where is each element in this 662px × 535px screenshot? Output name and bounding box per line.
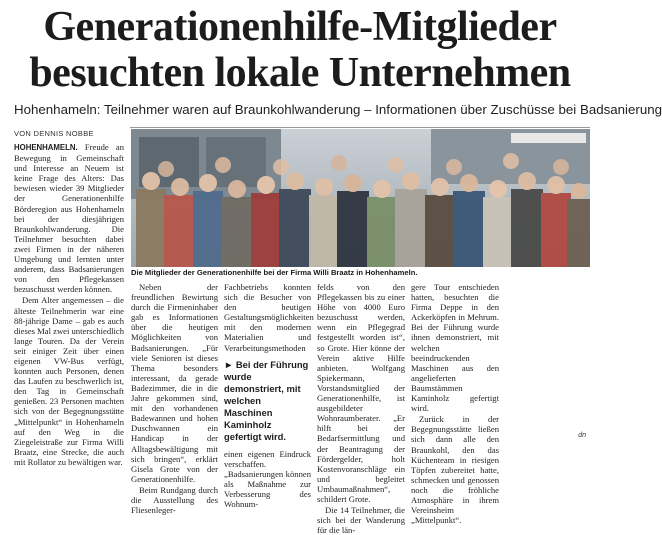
headline-line-2: besuchten lokale Unternehmen — [29, 50, 571, 96]
article-subheadline: Hohenhameln: Teilnehmer waren auf Braunkohlwanderung – Informationen über Zuschüsse bei Badsanierung — [14, 102, 662, 117]
text-column-5 — [411, 282, 499, 525]
paragraph: Beim Rundgang durch die Ausstellung des Fliesenleger- — [131, 484, 218, 516]
headline-line-1: Generationenhilfe-Mitglieder — [43, 4, 557, 50]
pull-quote-text: Bei der Führung wurde demonstriert, mit welchen Maschinen Kaminholz gefertigt wird. — [224, 358, 309, 442]
pull-quote — [224, 359, 311, 443]
paragraph: einen eigenen Eindruck verschaffen. „Badsanierungen können als Maßnahme zur Verbesserung des Wohnum- — [224, 448, 311, 510]
text-column-1 — [14, 142, 124, 467]
photo-caption: Die Mitglieder der Generationenhilfe bei der Firma Willi Braatz in Hohenhameln. — [131, 268, 418, 277]
paragraph: Fachbetriebs konnten sich die Besucher von den heutigen Gestaltungsmöglichkeiten mit den modernen Materialien und Verarbeitungsmethoden — [224, 282, 314, 353]
paragraph: gere Tour entschieden hatten, besuchten die Firma Deppe in den Ackerköpfen in Mehrum. Bei der Führung wurde ihnen demonstriert, mit welchen beeindruckenden Maschinen aus den angelieferten Baumstämmen Kaminholz gefertigt wird. — [411, 282, 499, 414]
text-column-2 — [131, 282, 218, 515]
paragraph: felds von den Pflegekassen bis zu einer Höhe von 4000 Euro bezuschusst werden, wenn ein Pflegegrad festgestellt worden ist“, so Grote. Hier könne der Verein aktive Hilfe anbieten. Wolfgang Spiekermann, Vorstandsmitglied der Generationenhilfe, ist ausgebildeter Wohnraumberater. „Er hilft bei der Bedarfsermittlung und der Beantragung der Fördergelder, holt Kostenvoranschläge ein und begleitet Umbaumaßnahmen“, schildert Grote. — [317, 282, 405, 504]
text-column-4 — [317, 282, 405, 535]
divider-rule — [130, 127, 590, 128]
text-column-3 — [224, 282, 314, 510]
paragraph: Neben der freundlichen Bewirtung durch die Firmeninhaber gab es Informationen über die heutigen Möglichkeiten von Badsanierungen. „Für viele Senioren ist dieses Thema besonders interessant, da gerade Badezimmer, die in die Jahre gekommen sind, mit den vorhandenen Badewannen und hohen Duschwannen ein Handicap in der Alltagsbewältigung mit sich bringen“, erklärt Gisela Grote von der Generationenhilfe. — [131, 282, 218, 484]
paragraph: Die 14 Teilnehmer, die sich bei der Wanderung für die län- — [317, 505, 405, 535]
byline: VON DENNIS NOBBE — [14, 129, 94, 138]
group-photo-illustration — [131, 129, 590, 267]
author-initials: dn — [578, 432, 586, 439]
arrow-icon: ► — [224, 358, 234, 370]
article-headline — [0, 4, 600, 96]
dateline: HOHENHAMELN. — [14, 143, 78, 152]
paragraph: Zurück in der Begegnungsstätte ließen sich dann alle den Braunkohl, den das Küchenteam in riesigen Töpfen zubereitet hatte, schmecken und genossen noch die fröhliche Atmosphäre in ihrem Vereinsheim „Mittelpunkt“. — [411, 414, 499, 526]
paragraph: Freude an Bewegung in Gemeinschaft und Interesse an Neuem ist keine Frage des Alters: Das bewiesen wieder 39 Mitglieder der Generationenhilfe Börderegion aus Hohenhameln bei der diesjährigen Braunkohlwanderung. Die Teilnehmer besuchten dabei zwei Firmen in der näheren Umgebung und lernten unter anderem, dass Badsanierungen von den Pflegekassen bezuschusst werden können. — [14, 142, 124, 295]
group-photo — [131, 129, 590, 267]
paragraph: Dem Alter angemessen – die älteste Teilnehmerin war eine 88-jährige Dame – gab es auch dieses Mal zwei unterschiedlich lange Touren. Da der Verein seit einiger Zeit über einen eigenen VW-Bus verfügt, konnten auch Personen, denen das Laufen zu beschwerlich ist, den Tag in Gemeinschaft genießen. 23 Personen machten sich von der Begegnungsstätte „Mittelpunkt“ in Hohenhameln auf den Weg in die Ziegeleistraße zur Firma Willi Braatz, eine Strecke, die auch mit Rollator zu bewältigen war. — [14, 295, 125, 467]
